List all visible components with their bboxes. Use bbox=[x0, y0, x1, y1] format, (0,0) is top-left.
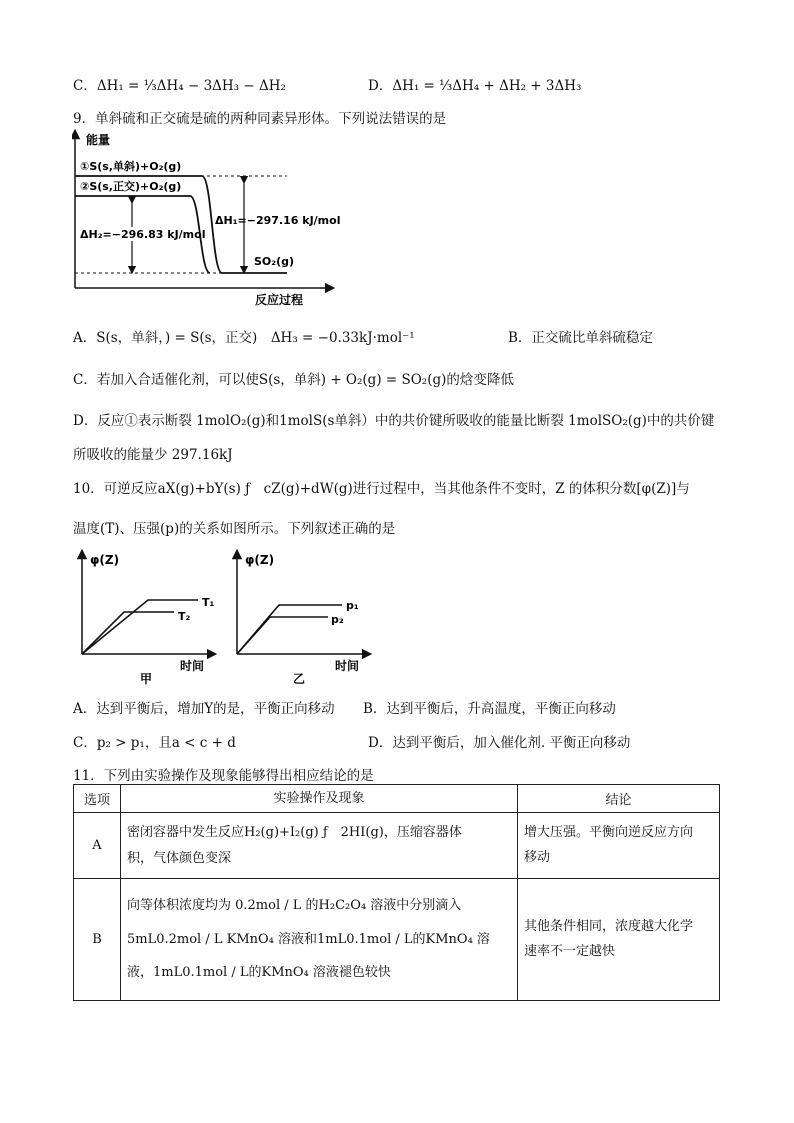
yi-xlabel: 时间 bbox=[335, 659, 360, 673]
q11-stem: 11．下列由实验操作及现象能够得出相应结论的是 bbox=[73, 768, 374, 784]
yi-caption: 乙 bbox=[293, 672, 306, 686]
q8-option-c: C．ΔH₁ = ⅓ΔH₄ − 3ΔH₃ − ΔH₂ bbox=[73, 78, 286, 94]
q10-stem-line1: 10．可逆反应aX(g)+bY(s) ƒ cZ(g)+dW(g)进行过程中，当其他条件不变时，Z 的体积分数[φ(Z)]与 bbox=[73, 481, 690, 497]
row-a-option: A bbox=[74, 813, 121, 879]
jia-ylabel: φ(Z) bbox=[90, 553, 120, 567]
q10-option-c: C．p₂ > p₁，且a < c + d bbox=[73, 735, 236, 751]
row-b-conclusion bbox=[518, 879, 720, 1001]
q9-option-d-line1: D．反应①表示断裂 1molO₂(g)和1molS(s单斜）中的共价键所吸收的能量比断裂 1molSO₂(g)中的共价键 bbox=[73, 413, 715, 429]
row-b-proc-line1: 向等体积浓度均为 0.2mol / L 的H₂C₂O₄ 溶液中分别滴入 bbox=[127, 897, 462, 913]
q10-chart-jia bbox=[70, 546, 220, 686]
q10-option-a: A．达到平衡后，增加Y的是，平衡正向移动 bbox=[73, 701, 335, 717]
yi-curve-p2 bbox=[237, 617, 328, 654]
row-a-conclusion bbox=[518, 813, 720, 879]
row-a-proc-line2: 积，气体颜色变深 bbox=[127, 850, 232, 866]
q9-energy-diagram bbox=[72, 128, 342, 310]
header-procedure: 实验操作及现象 bbox=[121, 785, 518, 813]
row-b-procedure bbox=[121, 879, 518, 1001]
row-b-proc-line2: 5mL0.2mol / L KMnO₄ 溶液和1mL0.1mol / L的KMnO₄ 溶 bbox=[127, 931, 490, 947]
q9-ylabel: 能量 bbox=[86, 133, 111, 147]
table-row bbox=[74, 813, 720, 879]
q9-dh2: ΔH₂=−296.83 kJ/mol bbox=[80, 228, 206, 241]
row-a-procedure bbox=[121, 813, 518, 879]
q9-option-b: B．正交硫比单斜硫稳定 bbox=[508, 330, 653, 346]
q9-option-a: A．S(s，单斜，) = S(s，正交) ΔH₃ = −0.33kJ·mol⁻¹ bbox=[73, 330, 415, 346]
row-b-option: B bbox=[74, 879, 121, 1001]
q10-chart-yi bbox=[225, 546, 375, 686]
q10-stem-line2: 温度(T)、压强(p)的关系如图所示。下列叙述正确的是 bbox=[73, 521, 396, 537]
yi-label-p2: p₂ bbox=[331, 613, 344, 626]
q9-dh1: ΔH₁=−297.16 kJ/mol bbox=[215, 214, 341, 227]
q9-state1: ①S(s,单斜)+O₂(g) bbox=[80, 160, 182, 173]
yi-ylabel: φ(Z) bbox=[245, 553, 275, 567]
row-a-conc-line1: 增大压强。平衡向逆反应方向 bbox=[524, 824, 694, 840]
q11-table bbox=[73, 784, 720, 1001]
table-row bbox=[74, 879, 720, 1001]
q9-option-c: C．若加入合适催化剂，可以使S(s，单斜) + O₂(g) = SO₂(g)的焓变降低 bbox=[73, 372, 514, 388]
jia-curve-t1 bbox=[82, 600, 198, 654]
header-option: 选项 bbox=[74, 785, 121, 813]
row-a-proc-line1: 密闭容器中发生反应H₂(g)+I₂(g) ƒ 2HI(g)，压缩容器体 bbox=[127, 824, 462, 840]
q9-state2: ②S(s,正交)+O₂(g) bbox=[80, 180, 182, 193]
row-b-conc-line2: 速率不一定越快 bbox=[524, 943, 616, 959]
jia-label-t1: T₁ bbox=[202, 596, 215, 609]
q9-option-d-line2: 所吸收的能量少 297.16kJ bbox=[73, 447, 233, 463]
row-b-proc-line3: 液，1mL0.1mol / L的KMnO₄ 溶液褪色较快 bbox=[127, 965, 391, 981]
header-conclusion: 结论 bbox=[518, 785, 720, 813]
yi-curve-p1 bbox=[237, 605, 342, 654]
jia-caption: 甲 bbox=[140, 672, 153, 686]
q10-option-b: B．达到平衡后，升高温度，平衡正向移动 bbox=[363, 701, 616, 717]
jia-label-t2: T₂ bbox=[178, 610, 191, 623]
q9-xlabel: 反应过程 bbox=[255, 293, 304, 307]
yi-label-p1: p₁ bbox=[346, 599, 359, 612]
q10-option-d: D．达到平衡后，加入催化剂. 平衡正向移动 bbox=[368, 735, 631, 751]
q9-stem: 9．单斜硫和正交硫是硫的两种同素异形体。下列说法错误的是 bbox=[73, 111, 447, 127]
row-a-conc-line2: 移动 bbox=[524, 849, 551, 865]
table-header-row bbox=[74, 785, 720, 813]
q8-option-d: D．ΔH₁ = ⅓ΔH₄ + ΔH₂ + 3ΔH₃ bbox=[368, 78, 582, 94]
jia-xlabel: 时间 bbox=[180, 659, 205, 673]
q9-product: SO₂(g) bbox=[254, 255, 295, 268]
row-b-conc-line1: 其他条件相同，浓度越大化学 bbox=[524, 918, 694, 934]
jia-curve-t2 bbox=[82, 612, 174, 654]
